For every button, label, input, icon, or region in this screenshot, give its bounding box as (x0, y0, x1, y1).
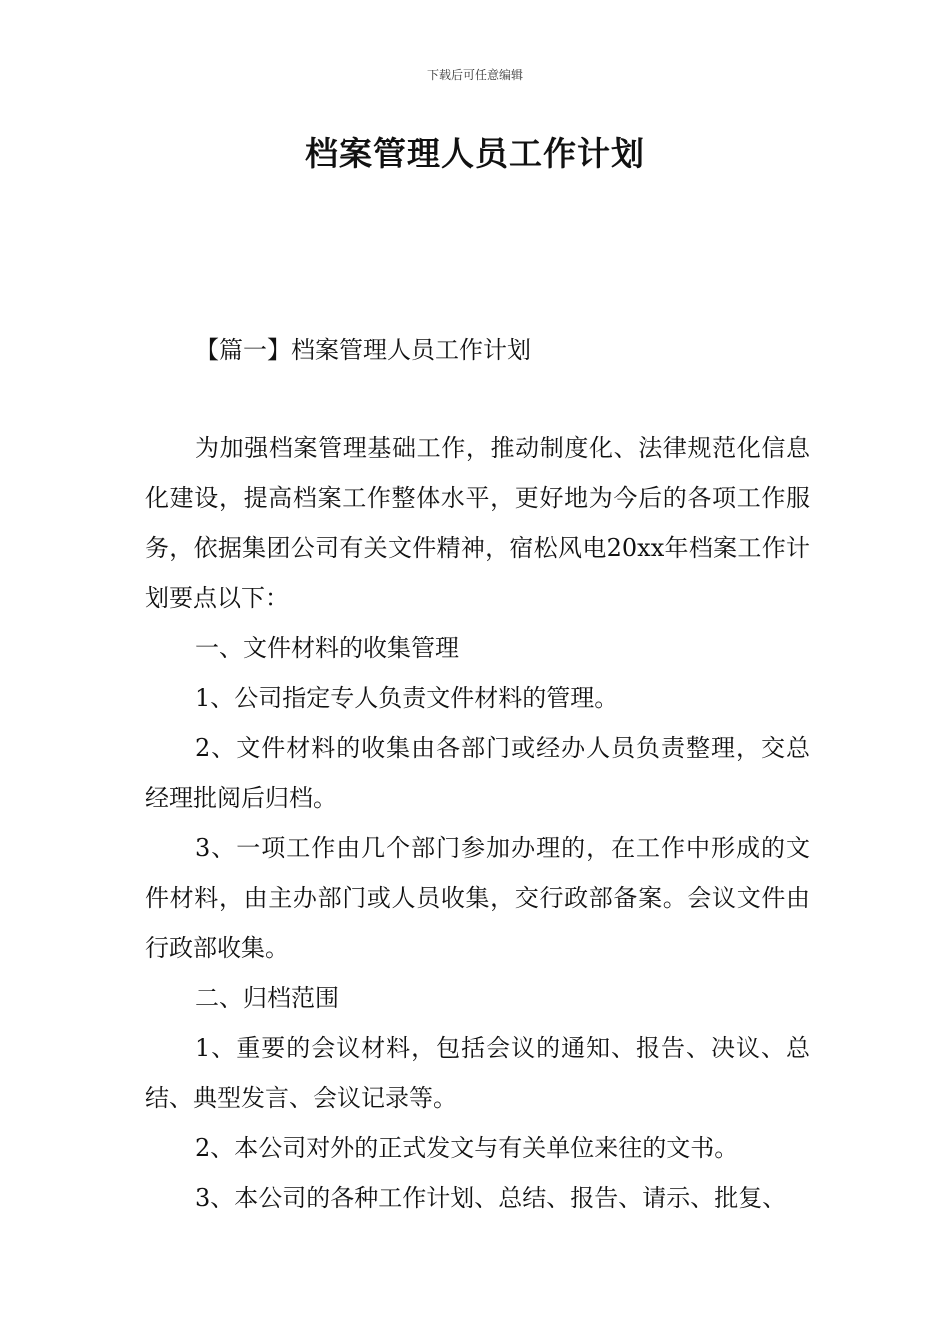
section-title: 【篇一】档案管理人员工作计划 (195, 336, 531, 364)
paragraph-item: 3、本公司的各种工作计划、总结、报告、请示、批复、 (195, 1184, 787, 1212)
paragraph-intro: 为加强档案管理基础工作，推动制度化、法律规范化信息化建设，提高档案工作整体水平，更好地为今后的各项工作服务，依据集团公司有关文件精神，宿松风电20xx年档案工作计划要点以下： (145, 434, 810, 612)
paragraph-item: 1、重要的会议材料，包括会议的通知、报告、决议、总结、典型发言、会议记录等。 (145, 1034, 810, 1112)
document-title: 档案管理人员工作计划 (305, 134, 645, 173)
paragraph-item: 2、文件材料的收集由各部门或经办人员负责整理，交总经理批阅后归档。 (145, 734, 810, 812)
header-note: 下载后可任意编辑 (426, 68, 523, 82)
paragraph-heading-scope: 二、归档范围 (195, 984, 339, 1012)
paragraph-heading-collection: 一、文件材料的收集管理 (195, 634, 459, 662)
paragraph-item: 1、公司指定专人负责文件材料的管理。 (195, 684, 619, 712)
paragraph-item: 2、本公司对外的正式发文与有关单位来往的文书。 (195, 1134, 739, 1162)
document-body (145, 423, 810, 1223)
paragraph-item: 3、一项工作由几个部门参加办理的，在工作中形成的文件材料，由主办部门或人员收集，交行政部备案。会议文件由行政部收集。 (145, 834, 810, 962)
